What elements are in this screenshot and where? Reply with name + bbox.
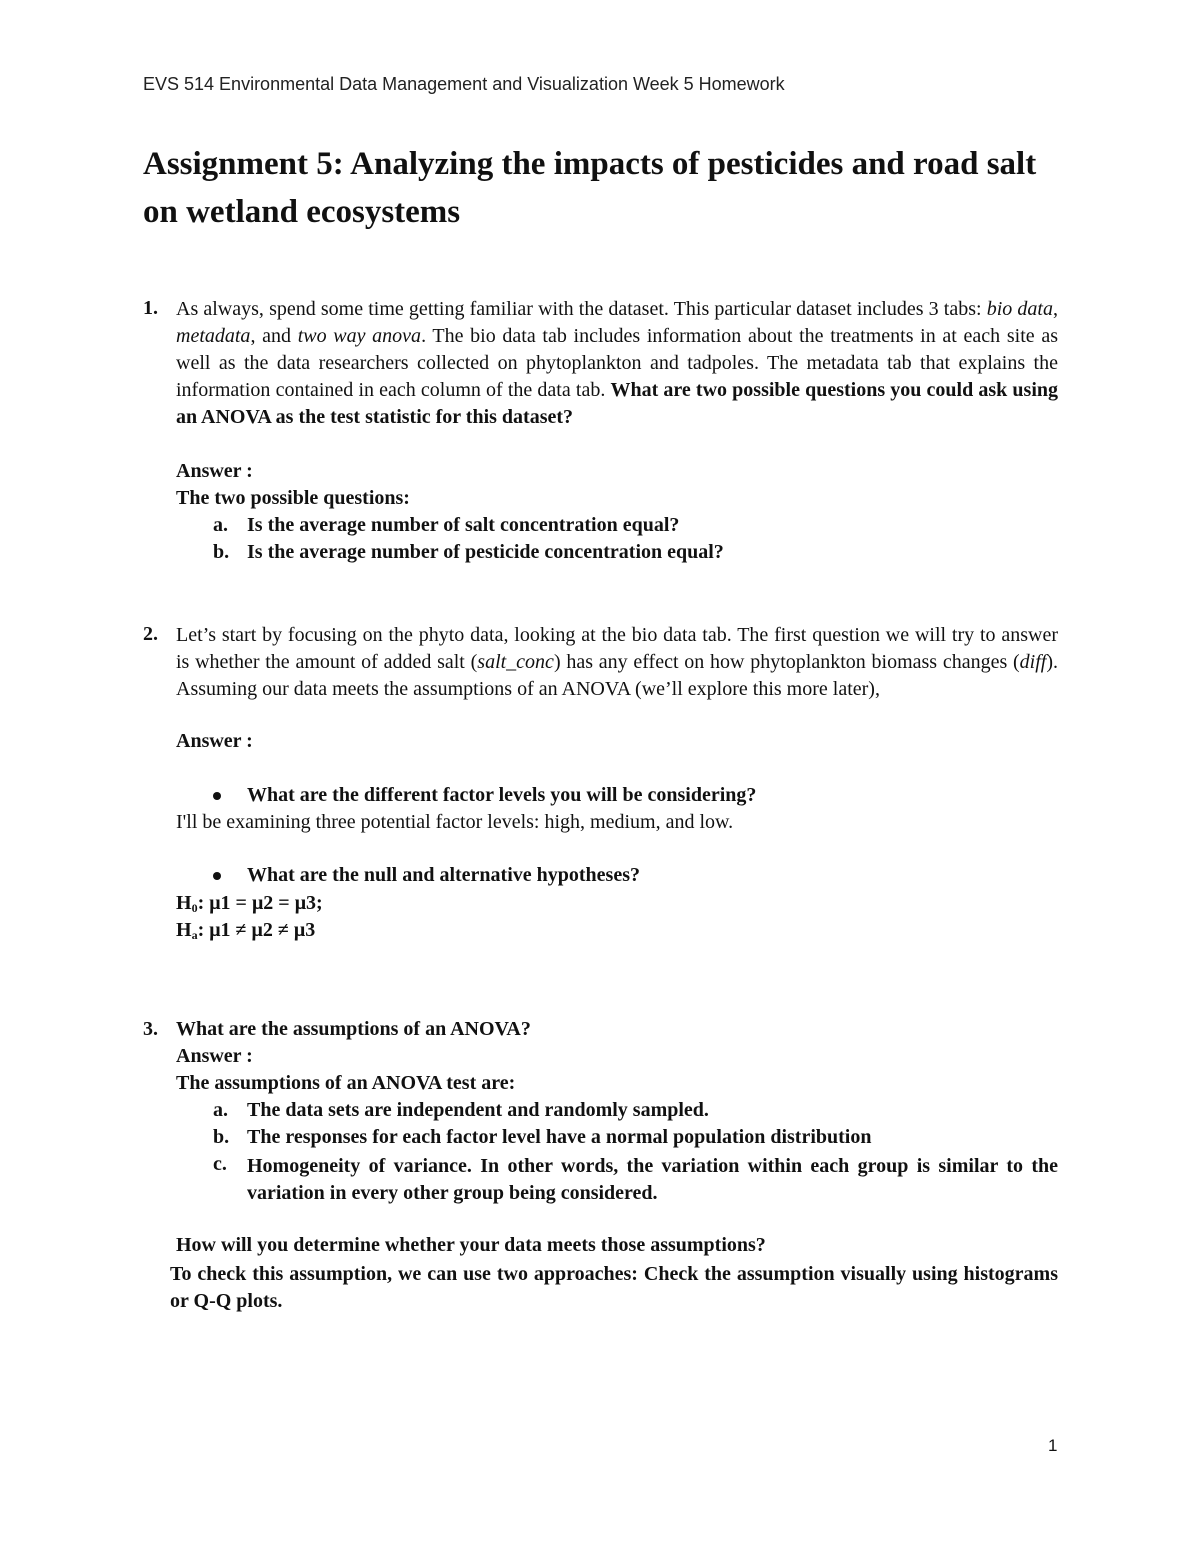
q2-text-mid: ) has any effect on how phytoplankton biomass changes ( — [553, 651, 1020, 673]
bullet-icon — [213, 792, 221, 800]
q3-item-text: Homogeneity of variance. In other words, the variation within each group is similar to the variation in every other group being considered. — [247, 1155, 1058, 1204]
ha-text: : μ1 ≠ μ2 ≠ μ3 — [197, 919, 316, 941]
running-header: EVS 514 Environmental Data Management and Visualization Week 5 Homework — [143, 74, 785, 94]
page-title: Assignment 5: Analyzing the impacts of pesticides and road salt on wetland ecosystems — [143, 146, 1037, 230]
q1-number: 1. — [143, 297, 158, 319]
h0-label: H — [176, 892, 192, 914]
q3-answer-intro: The assumptions of an ANOVA test are: — [176, 1072, 516, 1094]
q1-question: What are two possible questions you could ask using an ANOVA as the test statistic for this dataset? — [176, 379, 1059, 428]
q3-answer-label: Answer : — [176, 1045, 253, 1067]
q2-var-salt: salt_conc — [477, 651, 554, 673]
alternative-hypothesis — [176, 919, 315, 943]
q2-answer-label: Answer : — [176, 730, 253, 752]
q1-tab-bio: bio data — [986, 298, 1053, 320]
q3-item-text: The data sets are independent and randomly sampled. — [247, 1099, 709, 1121]
q1-answer-intro: The two possible questions: — [176, 487, 410, 509]
h0-text: : μ1 = μ2 = μ3; — [197, 892, 323, 914]
q3-item-marker: a. — [213, 1099, 228, 1121]
ha-label: H — [176, 919, 192, 941]
q1-item-marker: b. — [213, 541, 230, 563]
q1-sep1: , — [1052, 298, 1058, 320]
q1-item-marker: a. — [213, 514, 228, 536]
q3-question: What are the assumptions of an ANOVA? — [176, 1018, 531, 1040]
q2-number: 2. — [143, 623, 158, 645]
q2-var-diff: diff — [1019, 651, 1047, 673]
q1-item-text: Is the average number of salt concentration equal? — [247, 514, 680, 536]
q2-text-end: ). Assuming our data meets the assumptions of an ANOVA (we’ll explore this more later), — [176, 651, 1058, 700]
q1-item-text: Is the average number of pesticide concentration equal? — [247, 541, 724, 563]
q3-followup: How will you determine whether your data meets those assumptions? — [176, 1234, 766, 1256]
q1-tab-anova: two way anova — [297, 325, 422, 347]
q2-bullet-question: What are the null and alternative hypotheses? — [247, 864, 640, 886]
ha-subscript: a — [191, 928, 198, 942]
q1-text-mid: . The bio data tab includes information about the treatments in at each site as well as the data researchers collected on phytoplankton and tadpoles. The metadata tab that explains the information contained in each column of the data tab. — [176, 325, 1058, 401]
q3-item-text: The responses for each factor level have a normal population distribution — [247, 1126, 872, 1148]
bullet-icon — [213, 872, 221, 880]
q2-text-start: Let’s start by focusing on the phyto data, looking at the bio data tab. The first question we will try to answer is whether the amount of added salt ( — [176, 624, 1058, 673]
q1-text-start: As always, spend some time getting familiar with the dataset. This particular dataset includes 3 tabs: — [176, 298, 987, 320]
q3-item-marker: c. — [213, 1153, 227, 1175]
q2-bullet-question: What are the different factor levels you will be considering? — [247, 784, 757, 806]
q3-item-marker: b. — [213, 1126, 230, 1148]
q1-prompt — [176, 296, 1058, 431]
q1-answer-label: Answer : — [176, 460, 253, 482]
null-hypothesis — [176, 892, 323, 916]
h0-subscript: 0 — [191, 901, 198, 915]
q2-prompt — [176, 622, 1058, 703]
page-number: 1 — [1048, 1436, 1058, 1455]
q3-number: 3. — [143, 1018, 158, 1040]
q3-followup-answer: To check this assumption, we can use two approaches: Check the assumption visually using histograms or Q-Q plots. — [170, 1263, 1058, 1312]
q1-tab-metadata: metadata — [176, 325, 251, 347]
q1-sep2: , and — [250, 325, 298, 347]
q2-bullet-answer: I'll be examining three potential factor levels: high, medium, and low. — [176, 811, 734, 833]
